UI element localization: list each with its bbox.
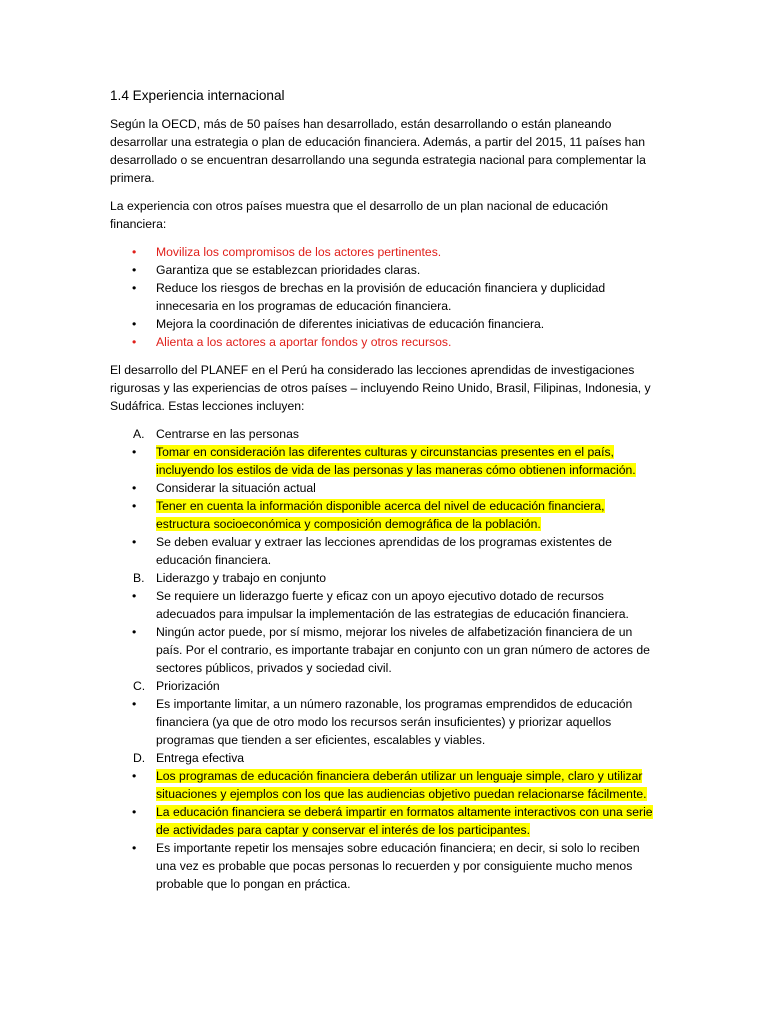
section-heading: 1.4 Experiencia internacional bbox=[110, 88, 285, 103]
list-item: • Es importante repetir los mensajes sobre educación financiera; en decir, si solo lo reciben una vez es probable que pocas personas lo recuerden y por consiguiente mucho menos probable que lo pongan en práctica. bbox=[110, 839, 660, 893]
lesson-heading-text: Priorización bbox=[156, 679, 220, 693]
paragraph-planef: El desarrollo del PLANEF en el Perú ha considerado las lecciones aprendidas de investigaciones rigurosas y las experiencias de otros países – incluyendo Reino Unido, Brasil, Filipinas, Indonesia, y Sudáfrica. Estas lecciones incluyen: bbox=[110, 363, 651, 413]
lesson-heading bbox=[110, 749, 660, 767]
lesson-heading bbox=[110, 677, 660, 695]
document-content bbox=[110, 86, 660, 893]
list-marker: A. bbox=[133, 427, 145, 441]
list-item: • Moviliza los compromisos de los actores pertinentes. bbox=[110, 243, 660, 261]
list-item: • Garantiza que se establezcan prioridades claras. bbox=[110, 261, 660, 279]
lesson-heading-text: Entrega efectiva bbox=[156, 751, 245, 765]
paragraph-experience: La experiencia con otros países muestra que el desarrollo de un plan nacional de educación financiera: bbox=[110, 199, 608, 231]
lesson-heading bbox=[110, 425, 660, 443]
highlighted-text: Tomar en consideración las diferentes culturas y circunstancias presentes en el país, incluyendo los estilos de vida de las personas y las maneras cómo obtienen información. bbox=[156, 445, 636, 477]
list-marker: B. bbox=[133, 571, 145, 585]
lesson-heading-text: Liderazgo y trabajo en conjunto bbox=[156, 571, 327, 585]
lesson-heading-text: Centrarse en las personas bbox=[156, 427, 299, 441]
list-item bbox=[110, 443, 660, 479]
lesson-heading bbox=[110, 569, 660, 587]
list-item: • Es importante limitar, a un número razonable, los programas emprendidos de educación financiera (ya que de otro modo los recursos serán insuficientes) y priorizar aquellos programas que tienden a ser eficientes, escalables y viables. bbox=[110, 695, 660, 749]
lessons-list bbox=[110, 425, 660, 893]
highlighted-text: Los programas de educación financiera deberán utilizar un lenguaje simple, claro y utilizar situaciones y ejemplos con los que las audiencias objetivo puedan relacionarse fácilmente. bbox=[156, 769, 647, 801]
list-item bbox=[110, 767, 660, 803]
list-item bbox=[110, 497, 660, 533]
paragraph-intro: Según la OECD, más de 50 países han desarrollado, están desarrollando o están planeando desarrollar una estrategia o plan de educación financiera. Además, a partir del 2015, 11 países han desarrollado o se encuentran desarrollando una segunda estrategia nacional para complementar la primera. bbox=[110, 117, 646, 185]
list-item: • Alienta a los actores a aportar fondos y otros recursos. bbox=[110, 333, 660, 351]
list-item: • Reduce los riesgos de brechas en la provisión de educación financiera y duplicidad innecesaria en los programas de educación financiera. bbox=[110, 279, 660, 315]
highlighted-text: La educación financiera se deberá impartir en formatos altamente interactivos con una serie de actividades para captar y conservar el interés de los participantes. bbox=[156, 805, 653, 837]
list-item: • Mejora la coordinación de diferentes iniciativas de educación financiera. bbox=[110, 315, 660, 333]
list-item bbox=[110, 803, 660, 839]
list-item: • Considerar la situación actual bbox=[110, 479, 660, 497]
list-marker: C. bbox=[133, 679, 146, 693]
list-item: • Se deben evaluar y extraer las lecciones aprendidas de los programas existentes de educación financiera. bbox=[110, 533, 660, 569]
list-item: • Se requiere un liderazgo fuerte y eficaz con un apoyo ejecutivo dotado de recursos adecuados para impulsar la implementación de las estrategias de educación financiera. bbox=[110, 587, 660, 623]
list-item: • Ningún actor puede, por sí mismo, mejorar los niveles de alfabetización financiera de un país. Por el contrario, es importante trabajar en conjunto con un gran número de actores de sectores públicos, privados y sociedad civil. bbox=[110, 623, 660, 677]
benefits-list bbox=[110, 243, 660, 351]
highlighted-text: Tener en cuenta la información disponible acerca del nivel de educación financiera, estructura socioeconómica y composición demográfica de la población. bbox=[156, 499, 605, 531]
list-marker: D. bbox=[133, 751, 146, 765]
